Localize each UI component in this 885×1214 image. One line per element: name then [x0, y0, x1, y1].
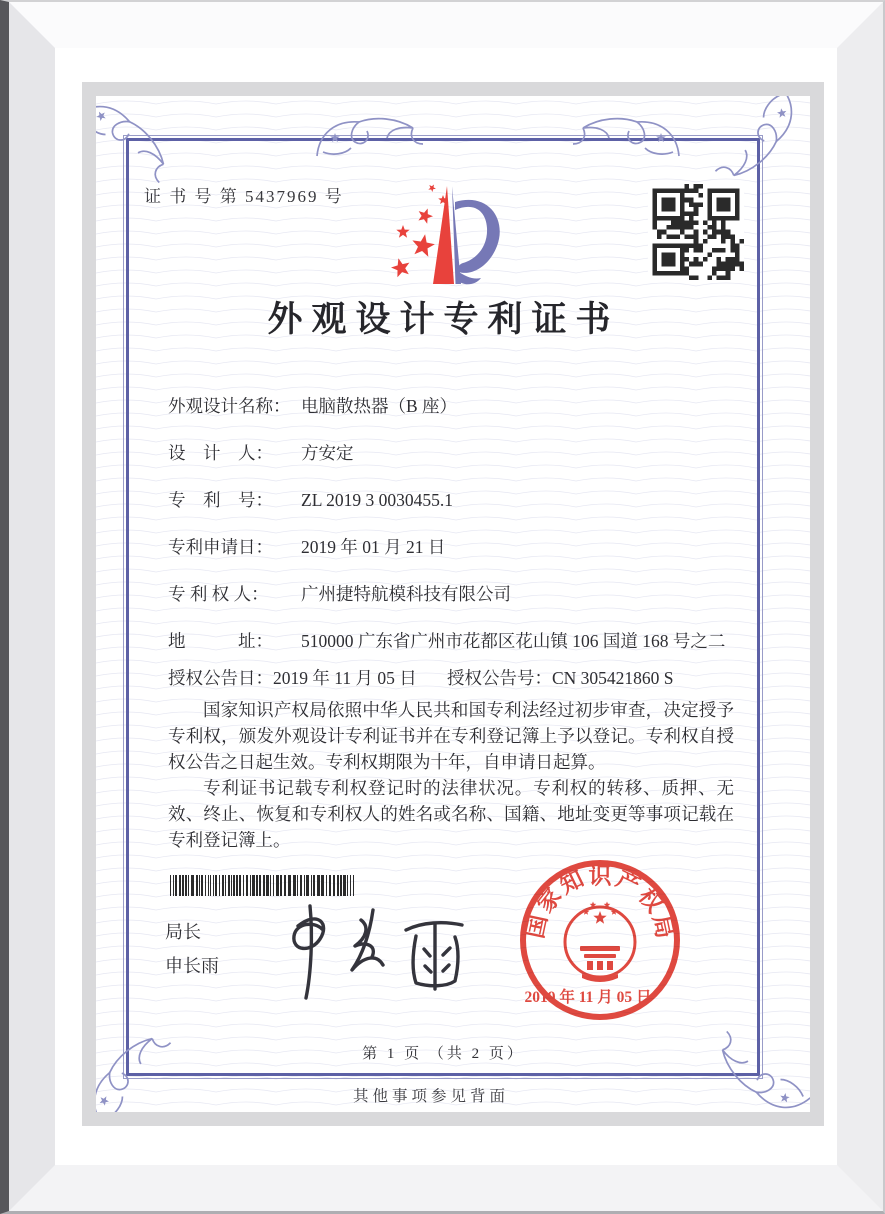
field-row — [168, 440, 354, 465]
official-seal — [508, 850, 692, 1034]
field-label: 外观设计名称： — [168, 396, 291, 416]
svg-text:国: 国 — [522, 912, 552, 941]
back-note: 其他事项参见背面 — [352, 1088, 509, 1105]
grant-date-value: 2019 年 11 月 05 日 — [273, 668, 417, 688]
grant-number-value: CN 305421860 S — [552, 668, 674, 688]
page-number: 第 1 页 （共 2 页） — [362, 1046, 525, 1062]
field-value: 510000 广东省广州市花都区花山镇 106 国道 168 号之二 — [301, 631, 726, 651]
field-value: 电脑散热器（B 座） — [301, 396, 458, 416]
field-value: 方安定 — [301, 443, 354, 463]
field-label: 设 计 人： — [168, 443, 273, 463]
grant-date-label: 授权公告日： — [168, 668, 273, 688]
field-row — [168, 628, 725, 653]
field-row — [168, 393, 457, 418]
legal-paragraph: 国家知识产权局依照中华人民共和国专利法经过初步审查，决定授予专利权，颁发外观设计专利证书并在专利登记簿上予以登记。专利权自授权公告之日起生效。专利权期限为十年，自申请日起算。 — [168, 700, 734, 772]
qr-code-icon — [648, 184, 744, 280]
seal-date: 2019 年 11 月 05 日 — [524, 989, 652, 1006]
field-row — [168, 487, 453, 512]
field-label: 地 址： — [168, 631, 273, 651]
barcode-icon — [168, 875, 358, 896]
svg-text:权: 权 — [633, 883, 668, 918]
field-value: ZL 2019 3 0030455.1 — [301, 490, 453, 510]
grant-number-label: 授权公告号： — [447, 668, 552, 688]
field-label: 专 利 号： — [168, 490, 273, 510]
certificate-paper — [96, 96, 810, 1112]
field-value: 2019 年 01 月 21 日 — [301, 537, 446, 557]
issuer-name: 申长雨 — [165, 956, 219, 976]
svg-text:知: 知 — [556, 866, 588, 899]
svg-text:产: 产 — [612, 866, 644, 899]
field-label: 专利申请日： — [168, 537, 273, 557]
field-row — [168, 581, 511, 606]
legal-text — [168, 697, 734, 853]
field-value: 广州捷特航模科技有限公司 — [301, 584, 511, 604]
svg-text:局: 局 — [648, 912, 678, 941]
svg-text:家: 家 — [532, 883, 567, 918]
grant-row — [168, 665, 674, 690]
cnipa-patent-logo-icon — [385, 180, 509, 290]
field-row — [168, 534, 445, 559]
certificate-title: 外观设计专利证书 — [267, 300, 620, 339]
certificate-number: 证 书 号 第 5437969 号 — [144, 187, 344, 206]
issuer-title: 局长 — [165, 922, 201, 942]
national-emblem-icon — [565, 902, 635, 983]
field-label: 专 利 权 人： — [168, 584, 269, 604]
handwritten-signature-icon — [264, 894, 474, 1004]
svg-text:识: 识 — [588, 863, 612, 889]
legal-paragraph: 专利证书记载专利权登记时的法律状况。专利权的转移、质押、无效、终止、恢复和专利权人的姓名或名称、国籍、地址变更等事项记载在专利登记簿上。 — [168, 778, 734, 850]
